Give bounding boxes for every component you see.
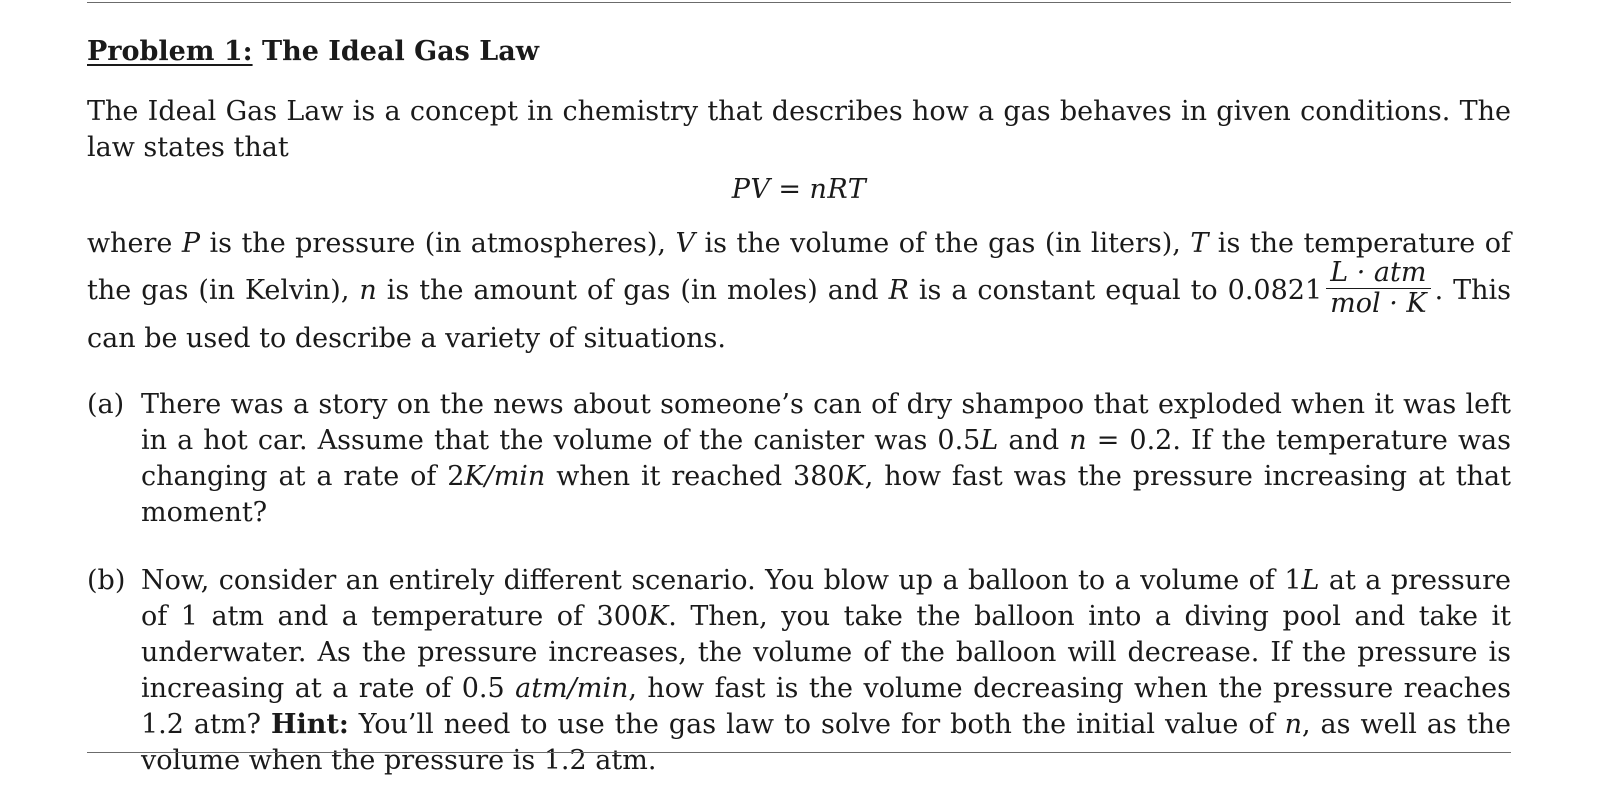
equation-lhs: PV	[731, 174, 771, 205]
ideal-gas-equation	[87, 170, 1511, 210]
part-a-text	[141, 387, 1511, 531]
def-text: is the pressure (in atmospheres),	[200, 228, 676, 259]
part-text: and	[998, 425, 1070, 456]
part-text: , how fast is the volume decreasing when the pressure reaches 1.2 atm?	[141, 673, 1511, 740]
part-text: when it reached 380	[545, 461, 845, 492]
top-rule	[87, 2, 1511, 3]
problem-title	[87, 28, 1511, 76]
rate-unit: K/min	[464, 461, 546, 492]
unit-k: K	[648, 601, 669, 632]
part-text: , how fast was the pressure increasing at that moment?	[141, 461, 1511, 528]
var-n: n	[1284, 709, 1302, 740]
equation-rhs: nRT	[809, 174, 867, 205]
var-n: n	[359, 275, 377, 306]
part-text: = 0.2. If the temperature was changing at a rate of 2	[141, 425, 1512, 492]
gas-constant-units-fraction	[1326, 258, 1430, 319]
part-text: You’ll need to use the gas law to solve for both the initial value of	[348, 709, 1285, 740]
part-text: There was a story on the news about someone’s can of dry shampoo that exploded when it was left in a hot car. Assume that the volume of the canister was 0.5	[141, 389, 1511, 456]
var-n: n	[1069, 425, 1087, 456]
var-t: T	[1190, 228, 1209, 259]
hint-label: Hint:	[270, 709, 349, 740]
def-text: . This can be used to describe a variety of situations.	[87, 275, 1512, 354]
def-text: is the amount of gas (in moles) and	[376, 275, 889, 306]
equation-operator: =	[778, 174, 802, 205]
part-b-label: (b)	[87, 565, 126, 596]
part-a-label: (a)	[87, 389, 125, 420]
def-text: is the volume of the gas (in liters),	[694, 228, 1191, 259]
def-text: where	[87, 228, 182, 259]
def-text: is the temperature of the gas (in Kelvin),	[87, 228, 1512, 306]
var-v: V	[675, 228, 695, 259]
unit-k: K	[844, 461, 865, 492]
part-a	[87, 387, 1511, 531]
fraction-denominator: mol · K	[1330, 288, 1427, 319]
def-text: is a constant equal to 0.0821	[908, 275, 1323, 306]
intro-paragraph: The Ideal Gas Law is a concept in chemistry that describes how a gas behaves in given conditions. The law states that	[87, 96, 1511, 163]
problem-name: The Ideal Gas Law	[252, 36, 539, 67]
problem-parts	[87, 387, 1511, 779]
part-text: . Then, you take the balloon into a diving pool and take it underwater. As the pressure increases, the volume of the balloon will decrease. If the pressure is increasing at a rate of 0.5	[141, 601, 1511, 704]
part-text: Now, consider an entirely different scenario. You blow up a balloon to a volume of 1	[141, 565, 1302, 596]
definitions-paragraph	[87, 224, 1511, 359]
problem-number: Problem 1:	[87, 36, 253, 67]
var-p: P	[181, 228, 201, 259]
part-b-text	[141, 563, 1511, 779]
problem-content	[87, 28, 1511, 811]
part-text: at a pressure of 1 atm and a temperature of 300	[141, 565, 1512, 632]
unit-l: L	[1301, 565, 1320, 596]
part-text: , as well as the volume when the pressure is 1.2 atm.	[141, 709, 1511, 776]
rate-unit: atm/min	[515, 673, 629, 704]
bottom-rule	[87, 752, 1511, 753]
fraction-numerator: L · atm	[1326, 258, 1430, 289]
var-r: R	[888, 275, 909, 306]
part-b	[87, 563, 1511, 779]
unit-l: L	[980, 425, 999, 456]
